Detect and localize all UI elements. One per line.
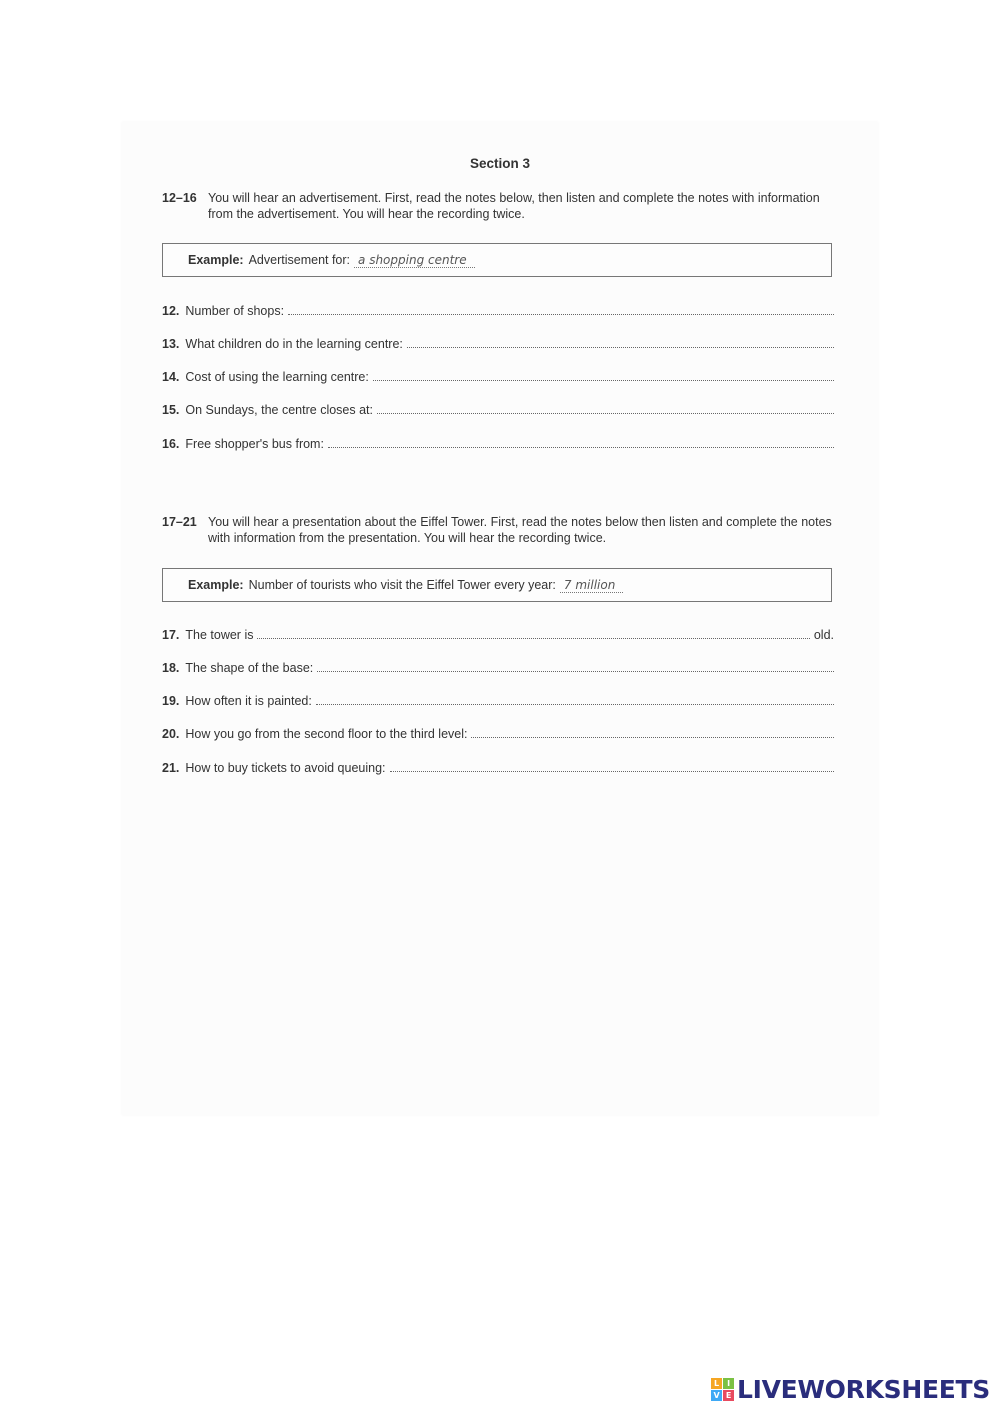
answer-line-12[interactable] (288, 314, 834, 315)
question-14-text: Cost of using the learning centre: (185, 370, 369, 384)
question-16-text: Free shopper's bus from: (185, 437, 324, 451)
logo-text: LIVEWORKSHEETS (736, 1375, 990, 1404)
part1-example-box (162, 243, 832, 277)
part1-instruction (162, 190, 842, 222)
question-19: 19. How often it is painted: (162, 694, 834, 708)
answer-line-18[interactable] (317, 671, 834, 672)
question-17-suffix: old. (813, 628, 834, 642)
question-18-text: The shape of the base: (185, 661, 314, 675)
answer-line-13[interactable] (407, 347, 834, 348)
answer-line-21[interactable] (390, 771, 834, 772)
question-15-text: On Sundays, the centre closes at: (185, 403, 373, 417)
answer-line-14[interactable] (373, 380, 834, 381)
question-16: 16. Free shopper's bus from: (162, 437, 834, 451)
example-answer: a shopping centre (354, 253, 475, 268)
part1-instruction-text: You will hear an advertisement. First, read the notes below, then listen and complete the notes with information from the advertisement. You will hear the recording twice. (208, 191, 820, 221)
question-12: 12. Number of shops: (162, 304, 834, 318)
part1-range: 12–16 (162, 191, 197, 205)
part2-range: 17–21 (162, 515, 197, 529)
question-17-text: The tower is (185, 628, 254, 642)
example-answer: 7 million (560, 578, 623, 593)
question-13-text: What children do in the learning centre: (185, 337, 403, 351)
section-title: Section 3 (469, 156, 531, 171)
question-15: 15. On Sundays, the centre closes at: (162, 403, 834, 417)
question-21-text: How to buy tickets to avoid queuing: (185, 761, 386, 775)
part2-instruction-text: You will hear a presentation about the Eiffel Tower. First, read the notes below then listen and complete the notes with information from the presentation. You will hear the recording twice. (208, 515, 832, 545)
question-14: 14. Cost of using the learning centre: (162, 370, 834, 384)
answer-line-15[interactable] (377, 413, 834, 414)
liveworksheets-logo[interactable] (711, 1375, 990, 1404)
answer-line-17[interactable] (257, 638, 809, 639)
question-17: 17. The tower is old. (162, 628, 834, 642)
answer-line-20[interactable] (471, 737, 834, 738)
example-label: Example: (188, 578, 244, 592)
part2-instruction (162, 514, 842, 546)
example-label: Example: (188, 253, 244, 267)
question-19-text: How often it is painted: (185, 694, 312, 708)
part2-example-box (162, 568, 832, 602)
question-21: 21. How to buy tickets to avoid queuing: (162, 761, 834, 775)
question-20-text: How you go from the second floor to the third level: (185, 727, 468, 741)
question-20: 20. How you go from the second floor to the third level: (162, 727, 834, 741)
example-prompt: Number of tourists who visit the Eiffel Tower every year: (248, 578, 556, 592)
question-13: 13. What children do in the learning centre: (162, 337, 834, 351)
logo-mark-icon: L I V E (711, 1378, 734, 1401)
question-12-text: Number of shops: (185, 304, 285, 318)
answer-line-16[interactable] (328, 447, 834, 448)
answer-line-19[interactable] (316, 704, 834, 705)
example-prompt: Advertisement for: (248, 253, 351, 267)
question-18: 18. The shape of the base: (162, 661, 834, 675)
